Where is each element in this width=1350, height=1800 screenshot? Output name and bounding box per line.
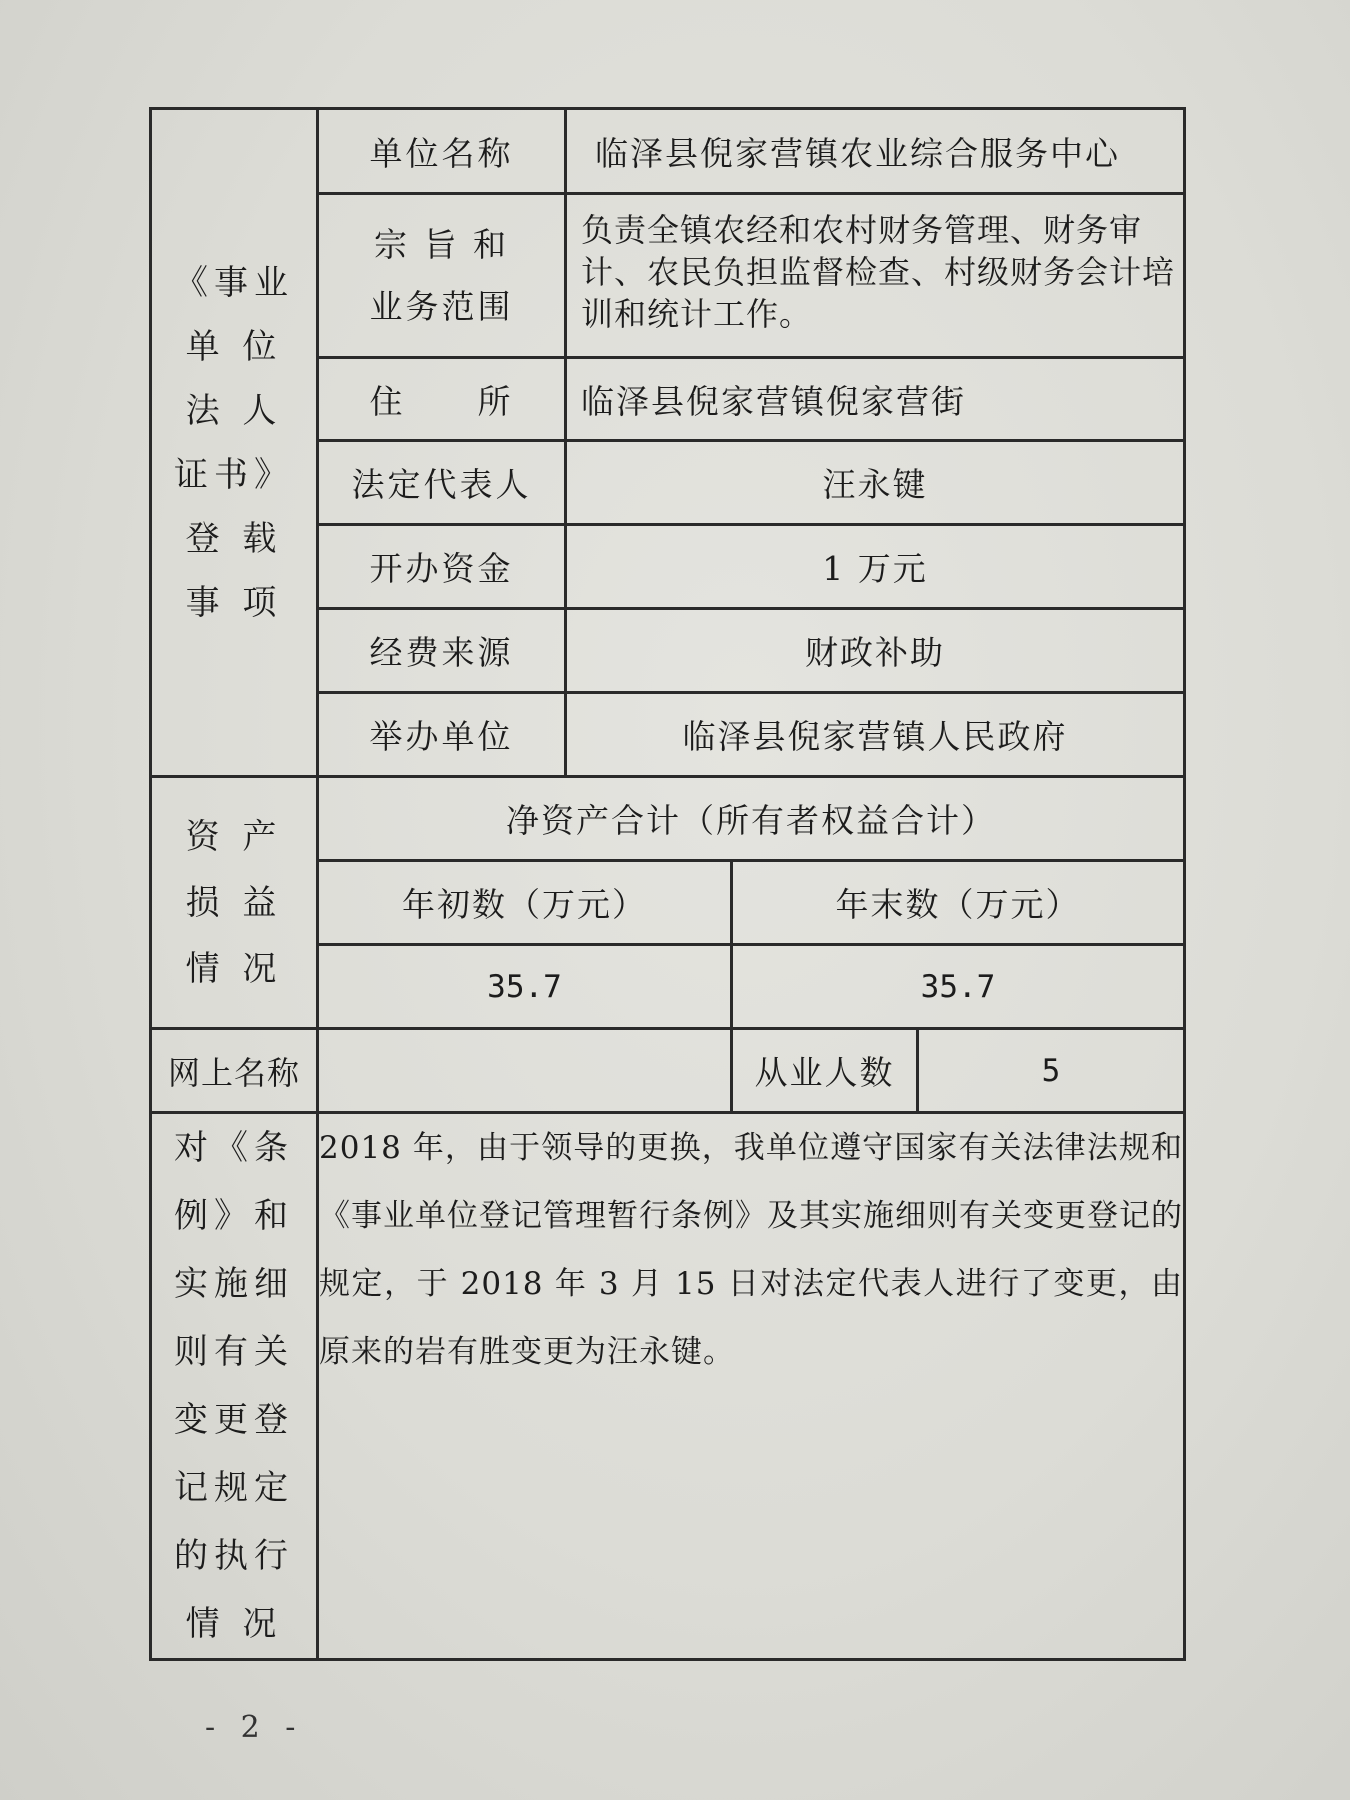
net-assets-header: 净资产合计（所有者权益合计） [318,777,1185,861]
online-name-value [318,1029,732,1113]
side-assets-line: 资 产 [185,816,283,857]
side-execution-line: 情 况 [185,1604,283,1644]
side-registration-line: 法 人 [185,390,283,431]
year-end-value: 35.7 [732,945,1185,1029]
side-registration-line: 登 载 [185,518,283,559]
side-label-registration [151,109,318,777]
unit-name-label: 单位名称 [318,109,566,194]
side-execution-line: 例》和 [174,1196,294,1236]
side-execution-line: 记规定 [174,1468,294,1508]
side-assets-line: 情 况 [185,948,283,989]
purpose-label-line2: 业务范围 [369,286,514,326]
legal-rep-label: 法定代表人 [318,441,566,525]
staff-count-value: 5 [918,1029,1185,1113]
side-execution-line: 的执行 [174,1536,294,1576]
sponsor-label: 举办单位 [318,693,566,777]
funding-label: 经费来源 [318,609,566,693]
registration-form-table [149,107,1186,1661]
year-end-label: 年末数（万元） [732,861,1185,945]
row-assets-header [151,777,1185,861]
row-execution [151,1113,1185,1660]
side-execution-line: 实施细 [174,1264,294,1304]
side-assets-line: 损 益 [185,882,283,923]
side-registration-line: 事 项 [185,582,283,623]
row-unit-name [151,109,1185,194]
address-label: 住 所 [318,358,566,441]
side-execution-line: 变更登 [174,1400,294,1440]
unit-name-value: 临泽县倪家营镇农业综合服务中心 [566,109,1185,194]
side-label-execution [151,1113,318,1660]
purpose-label [318,194,566,358]
year-begin-label: 年初数（万元） [318,861,732,945]
side-label-assets [151,777,318,1029]
purpose-value: 负责全镇农经和农村财务管理、财务审计、农民负担监督检查、村级财务会计培训和统计工作。 [566,194,1185,358]
side-registration-line: 《事业 [174,262,294,303]
purpose-label-line1: 宗 旨 和 [374,224,509,264]
capital-value: 1 万元 [566,525,1185,609]
legal-rep-value: 汪永键 [566,441,1185,525]
capital-label: 开办资金 [318,525,566,609]
staff-count-label: 从业人数 [732,1029,918,1113]
side-execution-line: 则有关 [174,1332,294,1372]
execution-text: 2018 年，由于领导的更换，我单位遵守国家有关法律法规和《事业单位登记管理暂行条例》及其实施细则有关变更登记的规定，于 2018 年 3 月 15 日对法定代表人进行了变更，由原来的岩有胜变更为汪永键。 [318,1113,1185,1660]
year-begin-value: 35.7 [318,945,732,1029]
sponsor-value: 临泽县倪家营镇人民政府 [566,693,1185,777]
side-registration-line: 单 位 [185,326,283,367]
side-execution-line: 对《条 [174,1128,294,1168]
side-registration-line: 证书》 [174,454,294,495]
funding-value: 财政补助 [566,609,1185,693]
page-number: - 2 - [205,1710,304,1745]
online-name-label: 网上名称 [151,1029,318,1113]
address-value: 临泽县倪家营镇倪家营街 [566,358,1185,441]
row-online [151,1029,1185,1113]
